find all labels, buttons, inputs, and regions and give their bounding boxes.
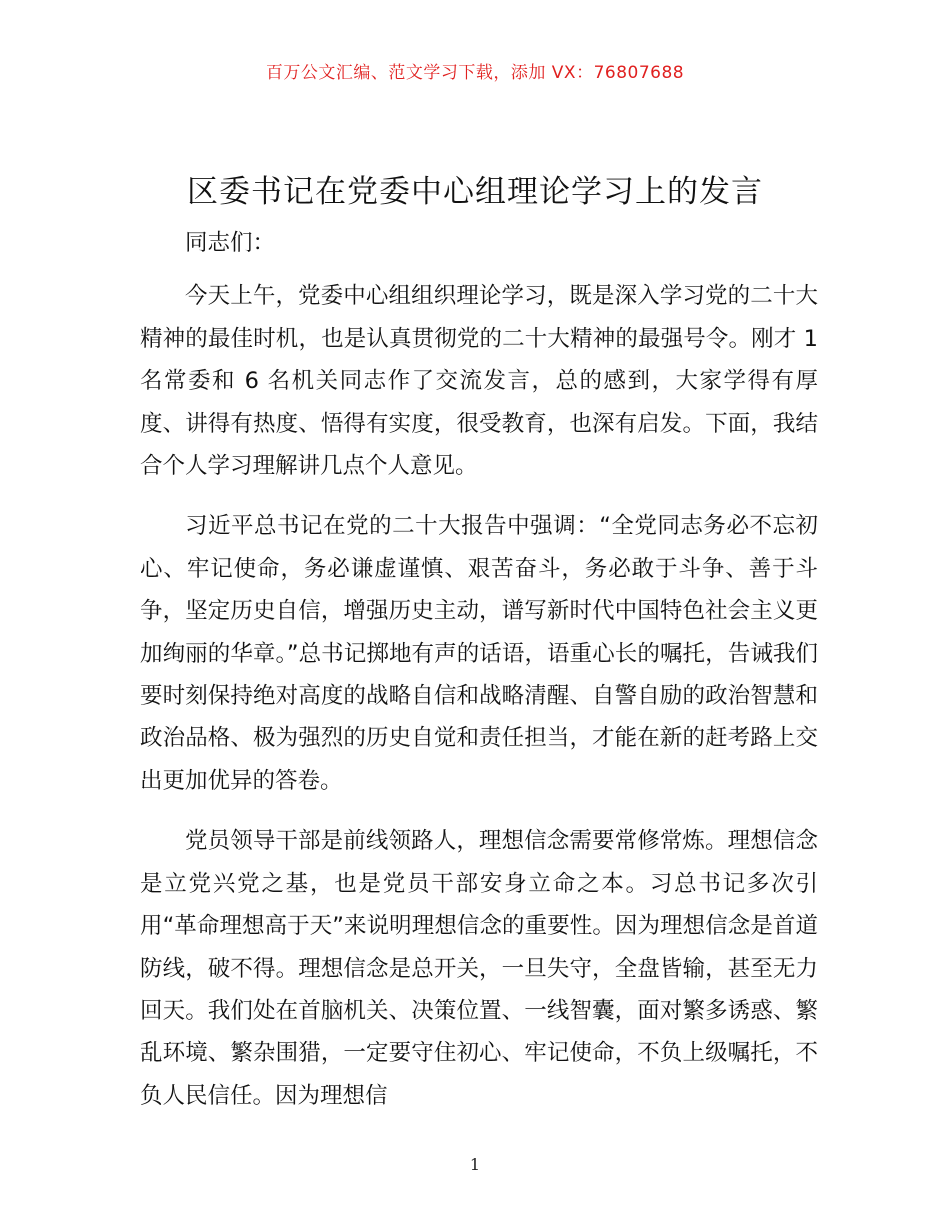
paragraph-3: 党员领导干部是前线领路人，理想信念需要常修常炼。理想信念是立党兴党之基，也是党员干部安身立命之本。习总书记多次引用“革命理想高于天”来说明理想信念的重要性。因为理想信念是首道防线，破不得。理想信念是总开关，一旦失守，全盘皆输，甚至无力回天。我们处在首脑机关、决策位置、一线智囊，面对繁多诱惑、繁乱环境、繁杂围猎，一定要守住初心、牢记使命，不负上级嘱托，不负人民信任。因为理想信 (140, 828, 818, 1109)
paragraph-1: 今天上午，党委中心组组织理论学习，既是深入学习党的二十大精神的最佳时机，也是认真贯彻党的二十大精神的最强号令。刚才 1 名常委和 6 名机关同志作了交流发言，总的感到，大家学得有厚度、讲得有热度、悟得有实度，很受教育，也深有启发。下面，我结合个人学习理解讲几点个人意见。 (140, 283, 818, 480)
salutation: 同志们： (185, 230, 276, 256)
document-body (140, 222, 818, 1117)
watermark-header: 百万公文汇编、范文学习下载，添加 VX：76807688 (265, 63, 685, 83)
paragraph-2: 习近平总书记在党的二十大报告中强调：“全党同志务必不忘初心、牢记使命，务必谦虚谨慎、艰苦奋斗，务必敢于斗争、善于斗争，坚定历史自信，增强历史主动，谱写新时代中国特色社会主义更加绚丽的华章。”总书记掷地有声的话语，语重心长的嘱托，告诫我们要时刻保持绝对高度的战略自信和战略清醒、自警自励的政治智慧和政治品格、极为强烈的历史自觉和责任担当，才能在新的赶考路上交出更加优异的答卷。 (140, 513, 818, 794)
document-title: 区委书记在党委中心组理论学习上的发言 (187, 174, 763, 210)
page-number: 1 (469, 1155, 481, 1174)
